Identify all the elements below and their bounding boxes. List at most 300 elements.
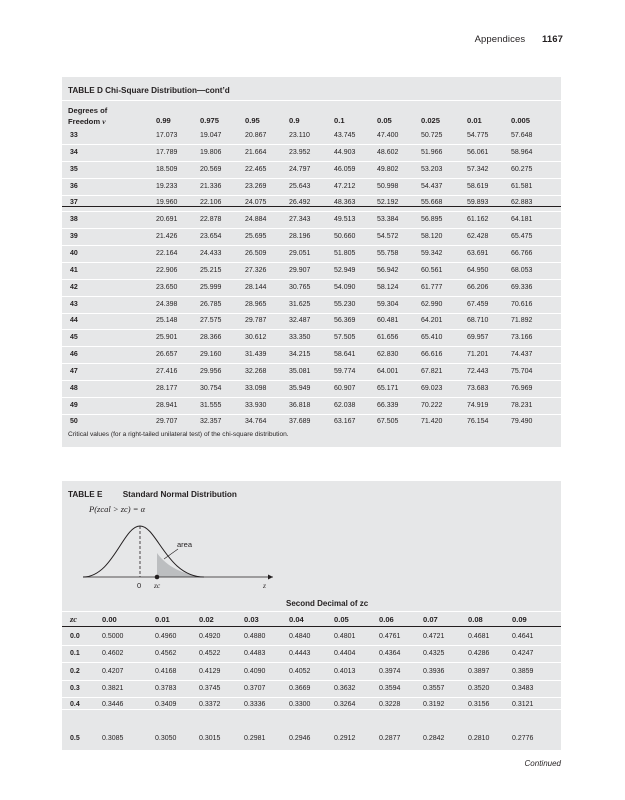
normal-table-title	[68, 490, 237, 499]
chi-table-cell: 58.964	[511, 148, 533, 156]
row-divider	[62, 380, 561, 381]
chi-table-cell: 62.830	[377, 351, 399, 359]
normal-table-cell: 0.3707	[244, 685, 266, 692]
normal-table-cell: 0.2912	[334, 735, 356, 742]
chi-table-cell: 67.821	[421, 367, 443, 375]
chi-table-cell: 26.509	[245, 249, 267, 257]
chi-table-cell: 62.883	[511, 199, 533, 207]
normal-table-cell: 0.4761	[379, 633, 401, 640]
chi-table-cell: 48.363	[334, 199, 356, 207]
chi-row-df: 41	[70, 266, 78, 274]
chi-row-df: 37	[70, 199, 78, 207]
chi-table-cell: 48.602	[377, 148, 399, 156]
normal-table-cell: 0.4562	[155, 650, 177, 657]
chi-table-cell: 58.641	[334, 351, 356, 359]
normal-col-header: 0.06	[379, 615, 394, 624]
chi-table-cell: 25.999	[200, 283, 222, 291]
chi-table-cell: 32.268	[245, 367, 267, 375]
chi-table-cell: 28.177	[156, 384, 178, 392]
normal-col-header: 0.03	[244, 615, 259, 624]
normal-table-cell: 0.4880	[244, 633, 266, 640]
chi-table-cell: 22.164	[156, 249, 178, 257]
chi-table-cell: 20.867	[245, 132, 267, 139]
chi-table-cell: 49.513	[334, 216, 356, 224]
chi-table-cell: 60.275	[511, 165, 533, 173]
chi-table-cell: 26.492	[289, 199, 311, 207]
chi-table-cell: 20.691	[156, 216, 178, 224]
chi-table-cell: 34.764	[245, 418, 267, 426]
chi-table-cell: 29.160	[200, 351, 222, 359]
normal-table-cell: 0.4681	[468, 633, 490, 640]
chi-table-cell: 24.797	[289, 165, 311, 173]
chi-col-header: 0.025	[421, 116, 441, 125]
chi-row-df: 38	[70, 216, 78, 224]
chi-table-cell: 59.774	[334, 367, 356, 375]
chi-table-cell: 67.459	[467, 300, 489, 308]
normal-table-cell: 0.3121	[512, 701, 534, 708]
chi-table-cell: 26.657	[156, 351, 178, 359]
chi-table-cell: 29.787	[245, 317, 267, 325]
row-divider	[62, 680, 561, 681]
chi-table-cell: 58.124	[377, 283, 399, 291]
chi-table-cell: 47.400	[377, 132, 399, 139]
chi-table-cell: 34.215	[289, 351, 311, 359]
chi-table-cell: 79.490	[511, 418, 533, 426]
row-divider	[62, 262, 561, 263]
chi-table-cell: 62.428	[467, 233, 489, 241]
chi-table-cell: 33.350	[289, 334, 311, 342]
normal-table-cell: 0.4404	[334, 650, 356, 657]
normal-table-cell: 0.3192	[423, 701, 445, 708]
standard-normal-table	[62, 481, 561, 750]
chi-table-cell: 28.941	[156, 401, 178, 409]
chi-table-cell: 23.269	[245, 182, 267, 190]
chi-table-cell: 61.777	[421, 283, 443, 291]
chi-table-cell: 19.960	[156, 199, 178, 207]
chi-table-cell: 31.625	[289, 300, 311, 308]
chi-table-cell: 30.612	[245, 334, 267, 342]
zc-label: zc	[154, 581, 161, 590]
degrees-of-freedom-header: Degrees of Freedom ν	[68, 106, 108, 126]
chi-table-cell: 25.695	[245, 233, 267, 241]
chi-table-cell: 78.231	[511, 401, 533, 409]
normal-table-cell: 0.4013	[334, 668, 356, 675]
chi-col-header: 0.95	[245, 116, 260, 125]
chi-row-df: 44	[70, 317, 78, 325]
normal-table-cell: 0.3336	[244, 701, 266, 708]
chi-table-cell: 22.106	[200, 199, 222, 207]
chi-table-cell: 54.437	[421, 182, 443, 190]
chi-table-cell: 56.942	[377, 266, 399, 274]
chi-table-cell: 54.090	[334, 283, 356, 291]
chi-table-cell: 37.689	[289, 418, 311, 426]
row-divider	[62, 414, 561, 415]
normal-table-cell: 0.3300	[289, 701, 311, 708]
chi-table-cell: 19.806	[200, 148, 222, 156]
chi-square-table-title: TABLE D Chi-Square Distribution—cont’d	[68, 86, 230, 95]
normal-col-header: 0.02	[199, 615, 214, 624]
normal-col-header: 0.01	[155, 615, 170, 624]
chi-row-df: 46	[70, 351, 78, 359]
chi-table-cell: 25.901	[156, 334, 178, 342]
chi-table-cell: 24.433	[200, 249, 222, 257]
normal-table-cell: 0.3859	[512, 668, 534, 675]
chi-table-cell: 35.081	[289, 367, 311, 375]
chi-table-cell: 73.683	[467, 384, 489, 392]
chi-square-footnote: Critical values (for a right-tailed unilateral test) of the chi-square distribution.	[68, 431, 289, 438]
normal-table-cell: 0.4443	[289, 650, 311, 657]
chi-row-df: 50	[70, 418, 78, 426]
chi-table-cell: 27.326	[245, 266, 267, 274]
chi-table-cell: 22.906	[156, 266, 178, 274]
chi-col-header: 0.975	[200, 116, 220, 125]
chi-table-cell: 23.952	[289, 148, 311, 156]
chi-row-df: 36	[70, 182, 78, 190]
row-divider	[62, 178, 561, 179]
chi-table-cell: 20.569	[200, 165, 222, 173]
chi-table-cell: 28.144	[245, 283, 267, 291]
chi-table-cell: 21.426	[156, 233, 178, 241]
chi-row-df: 47	[70, 367, 78, 375]
chi-table-cell: 56.895	[421, 216, 443, 224]
normal-table-cell: 0.3372	[199, 701, 221, 708]
chi-table-cell: 26.785	[200, 300, 222, 308]
chi-row-df: 49	[70, 401, 78, 409]
chi-table-cell: 52.192	[377, 199, 399, 207]
normal-table-cell: 0.3783	[155, 685, 177, 692]
normal-col-header: 0.05	[334, 615, 349, 624]
chi-table-cell: 71.420	[421, 418, 443, 426]
divider	[62, 611, 561, 612]
chi-table-cell: 71.892	[511, 317, 533, 325]
normal-col-header: 0.07	[423, 615, 438, 624]
chi-table-cell: 25.643	[289, 182, 311, 190]
chi-col-header: 0.05	[377, 116, 392, 125]
chi-table-cell: 50.725	[421, 132, 443, 139]
normal-row-z: 0.2	[70, 668, 80, 675]
normal-table-cell: 0.3228	[379, 701, 401, 708]
chi-table-cell: 53.384	[377, 216, 399, 224]
chi-table-cell: 69.957	[467, 334, 489, 342]
chi-table-cell: 58.619	[467, 182, 489, 190]
normal-table-cell: 0.3632	[334, 685, 356, 692]
row-divider	[62, 329, 561, 330]
axis-arrow	[268, 575, 273, 580]
chi-row-df: 40	[70, 249, 78, 257]
chi-table-cell: 51.805	[334, 249, 356, 257]
section-title: Appendices	[474, 34, 526, 45]
row-divider	[62, 279, 561, 280]
chi-table-cell: 64.181	[511, 216, 533, 224]
chi-col-header: 0.9	[289, 116, 300, 125]
chi-table-cell: 72.443	[467, 367, 489, 375]
chi-table-cell: 58.120	[421, 233, 443, 241]
chi-row-df: 42	[70, 283, 78, 291]
chi-table-cell: 28.965	[245, 300, 267, 308]
chi-col-header: 0.005	[511, 116, 531, 125]
chi-table-cell: 47.212	[334, 182, 356, 190]
area-label: area	[177, 540, 193, 549]
chi-table-cell: 49.802	[377, 165, 399, 173]
normal-table-cell: 0.3483	[512, 685, 534, 692]
chi-table-cell: 65.475	[511, 233, 533, 241]
chi-table-cell: 18.509	[156, 165, 178, 173]
chi-table-cell: 60.481	[377, 317, 399, 325]
chi-table-cell: 63.167	[334, 418, 356, 426]
normal-table-cell: 0.4052	[289, 668, 311, 675]
normal-col-header: 0.04	[289, 615, 304, 624]
normal-table-cell: 0.3085	[102, 735, 124, 742]
chi-table-cell: 27.416	[156, 367, 178, 375]
chi-table-cell: 59.304	[377, 300, 399, 308]
chi-table-cell: 25.148	[156, 317, 178, 325]
chi-table-cell: 24.884	[245, 216, 267, 224]
chi-row-df: 35	[70, 165, 78, 173]
row-divider	[62, 662, 561, 663]
chi-table-cell: 17.789	[156, 148, 178, 156]
normal-table-cell: 0.4522	[199, 650, 221, 657]
nu-symbol: ν	[102, 117, 106, 126]
normal-table-subtitle: P(zcal > zc) = α	[89, 504, 146, 514]
chi-table-cell: 29.907	[289, 266, 311, 274]
normal-table-cell: 0.3745	[199, 685, 221, 692]
normal-row-z: 0.4	[70, 701, 80, 708]
page-number: 1167	[541, 34, 563, 45]
chi-row-df: 34	[70, 148, 78, 156]
chi-table-cell: 33.930	[245, 401, 267, 409]
normal-table-name: Standard Normal Distribution	[122, 490, 237, 499]
normal-table-label: TABLE E	[68, 490, 103, 499]
normal-table-cell: 0.4960	[155, 633, 177, 640]
chi-table-cell: 32.487	[289, 317, 311, 325]
row-divider	[62, 161, 561, 162]
chi-table-cell: 31.555	[200, 401, 222, 409]
chi-table-cell: 75.704	[511, 367, 533, 375]
chi-table-cell: 76.154	[467, 418, 489, 426]
chi-table-cell: 36.818	[289, 401, 311, 409]
chi-col-header: 0.99	[156, 116, 171, 125]
normal-table-cell: 0.5000	[102, 633, 124, 640]
second-decimal-header: Second Decimal of zc	[286, 599, 369, 608]
chi-table-cell: 71.201	[467, 351, 489, 359]
chi-table-cell: 59.342	[421, 249, 443, 257]
chi-table-cell: 57.505	[334, 334, 356, 342]
chi-table-cell: 31.439	[245, 351, 267, 359]
normal-table-cell: 0.3897	[468, 668, 490, 675]
chi-table-cell: 19.047	[200, 132, 222, 139]
chi-table-cell: 66.766	[511, 249, 533, 257]
normal-col-header: 0.00	[102, 615, 117, 624]
chi-table-cell: 60.907	[334, 384, 356, 392]
row-divider	[62, 211, 561, 212]
row-divider	[62, 313, 561, 314]
normal-table-cell: 0.4286	[468, 650, 490, 657]
chi-table-cell: 61.656	[377, 334, 399, 342]
normal-table-cell: 0.3821	[102, 685, 124, 692]
chi-square-table	[62, 77, 561, 447]
normal-curve-diagram	[78, 522, 278, 594]
normal-table-cell: 0.4247	[512, 650, 534, 657]
chi-table-cell: 68.053	[511, 266, 533, 274]
chi-table-cell: 56.369	[334, 317, 356, 325]
row-gap-divider	[62, 709, 561, 710]
chi-table-cell: 50.998	[377, 182, 399, 190]
chi-table-cell: 24.075	[245, 199, 267, 207]
normal-table-cell: 0.2776	[512, 735, 534, 742]
chi-row-df: 43	[70, 300, 78, 308]
normal-table-cell: 0.3409	[155, 701, 177, 708]
chi-table-cell: 61.581	[511, 182, 533, 190]
chi-row-df: 48	[70, 384, 78, 392]
normal-table-cell: 0.4364	[379, 650, 401, 657]
chi-table-cell: 24.398	[156, 300, 178, 308]
chi-table-cell: 59.893	[467, 199, 489, 207]
chi-table-cell: 61.162	[467, 216, 489, 224]
normal-table-cell: 0.3156	[468, 701, 490, 708]
chi-table-cell: 66.206	[467, 283, 489, 291]
chi-col-header: 0.01	[467, 116, 482, 125]
normal-row-z: 0.0	[70, 633, 80, 640]
chi-table-cell: 32.357	[200, 418, 222, 426]
chi-table-cell: 57.648	[511, 132, 533, 139]
normal-table-cell: 0.4840	[289, 633, 311, 640]
chi-table-cell: 44.903	[334, 148, 356, 156]
zc-point	[155, 575, 160, 580]
page-header	[475, 34, 563, 45]
chi-table-cell: 54.775	[467, 132, 489, 139]
normal-table-cell: 0.3050	[155, 735, 177, 742]
chi-table-cell: 46.059	[334, 165, 356, 173]
chi-table-cell: 53.203	[421, 165, 443, 173]
chi-table-cell: 67.505	[377, 418, 399, 426]
normal-table-cell: 0.3936	[423, 668, 445, 675]
header-rule	[62, 626, 561, 627]
zero-label: 0	[137, 581, 142, 590]
normal-table-cell: 0.4090	[244, 668, 266, 675]
chi-table-cell: 74.919	[467, 401, 489, 409]
normal-table-cell: 0.2842	[423, 735, 445, 742]
divider	[62, 100, 561, 101]
chi-table-cell: 55.758	[377, 249, 399, 257]
normal-table-cell: 0.4920	[199, 633, 221, 640]
normal-table-cell: 0.3594	[379, 685, 401, 692]
chi-table-cell: 25.215	[200, 266, 222, 274]
normal-table-cell: 0.3446	[102, 701, 124, 708]
normal-table-cell: 0.3520	[468, 685, 490, 692]
chi-table-cell: 74.437	[511, 351, 533, 359]
chi-table-cell: 35.949	[289, 384, 311, 392]
chi-table-cell: 60.561	[421, 266, 443, 274]
chi-table-cell: 50.660	[334, 233, 356, 241]
chi-table-cell: 23.110	[289, 132, 310, 139]
normal-table-cell: 0.4801	[334, 633, 356, 640]
zc-column-header: zc	[70, 614, 78, 624]
row-divider	[62, 245, 561, 246]
chi-table-cell: 29.051	[289, 249, 311, 257]
chi-table-cell: 64.001	[377, 367, 399, 375]
normal-table-cell: 0.4721	[423, 633, 445, 640]
normal-row-z: 0.3	[70, 685, 80, 692]
normal-table-cell: 0.3557	[423, 685, 445, 692]
chi-table-cell: 62.038	[334, 401, 356, 409]
chi-table-cell: 57.342	[467, 165, 489, 173]
chi-table-cell: 66.616	[421, 351, 443, 359]
chi-table-cell: 73.166	[511, 334, 533, 342]
chi-table-cell: 43.745	[334, 132, 356, 139]
chi-table-cell: 30.765	[289, 283, 311, 291]
chi-table-cell: 19.233	[156, 182, 178, 190]
chi-table-cell: 17.073	[156, 132, 178, 139]
normal-table-cell: 0.2946	[289, 735, 311, 742]
row-divider	[62, 228, 561, 229]
chi-table-cell: 65.410	[421, 334, 443, 342]
chi-table-cell: 23.650	[156, 283, 178, 291]
normal-row-z: 0.1	[70, 650, 80, 657]
chi-table-cell: 68.710	[467, 317, 489, 325]
chi-table-cell: 29.956	[200, 367, 222, 375]
normal-table-cell: 0.3015	[199, 735, 221, 742]
normal-table-cell: 0.4325	[423, 650, 445, 657]
normal-row-z: 0.5	[70, 735, 80, 742]
chi-table-cell: 69.023	[421, 384, 443, 392]
row-divider	[62, 296, 561, 297]
row-divider	[62, 346, 561, 347]
chi-table-cell: 55.668	[421, 199, 443, 207]
chi-row-df: 33	[70, 132, 78, 139]
chi-table-cell: 33.098	[245, 384, 267, 392]
row-divider	[62, 195, 561, 196]
chi-table-cell: 62.990	[421, 300, 443, 308]
chi-table-cell: 51.966	[421, 148, 443, 156]
normal-col-header: 0.08	[468, 615, 483, 624]
chi-table-cell: 28.196	[289, 233, 311, 241]
chi-table-cell: 21.336	[200, 182, 222, 190]
normal-table-cell: 0.3974	[379, 668, 401, 675]
normal-col-header: 0.09	[512, 615, 527, 624]
chi-table-cell: 22.465	[245, 165, 267, 173]
row-divider	[62, 697, 561, 698]
normal-table-cell: 0.4602	[102, 650, 124, 657]
chi-table-cell: 69.336	[511, 283, 533, 291]
shaded-tail-area	[157, 553, 204, 577]
chi-table-cell: 52.949	[334, 266, 356, 274]
chi-table-cell: 54.572	[377, 233, 399, 241]
chi-table-cell: 64.201	[421, 317, 443, 325]
normal-table-cell: 0.3669	[289, 685, 311, 692]
chi-table-cell: 30.754	[200, 384, 222, 392]
chi-row-df: 45	[70, 334, 78, 342]
normal-table-cell: 0.2810	[468, 735, 490, 742]
chi-table-cell: 70.616	[511, 300, 533, 308]
chi-table-cell: 63.691	[467, 249, 489, 257]
row-divider	[62, 363, 561, 364]
chi-table-cell: 27.575	[200, 317, 222, 325]
continued-label: Continued	[524, 759, 561, 768]
normal-table-cell: 0.4483	[244, 650, 266, 657]
row-divider	[62, 397, 561, 398]
chi-table-cell: 70.222	[421, 401, 443, 409]
chi-col-header: 0.1	[334, 116, 345, 125]
chi-table-cell: 56.061	[467, 148, 489, 156]
normal-table-cell: 0.2877	[379, 735, 401, 742]
chi-table-cell: 29.707	[156, 418, 178, 426]
chi-row-df: 39	[70, 233, 78, 241]
normal-table-cell: 0.4129	[199, 668, 221, 675]
normal-table-cell: 0.4168	[155, 668, 177, 675]
chi-table-cell: 76.969	[511, 384, 533, 392]
chi-table-cell: 55.230	[334, 300, 356, 308]
normal-table-cell: 0.2981	[244, 735, 266, 742]
